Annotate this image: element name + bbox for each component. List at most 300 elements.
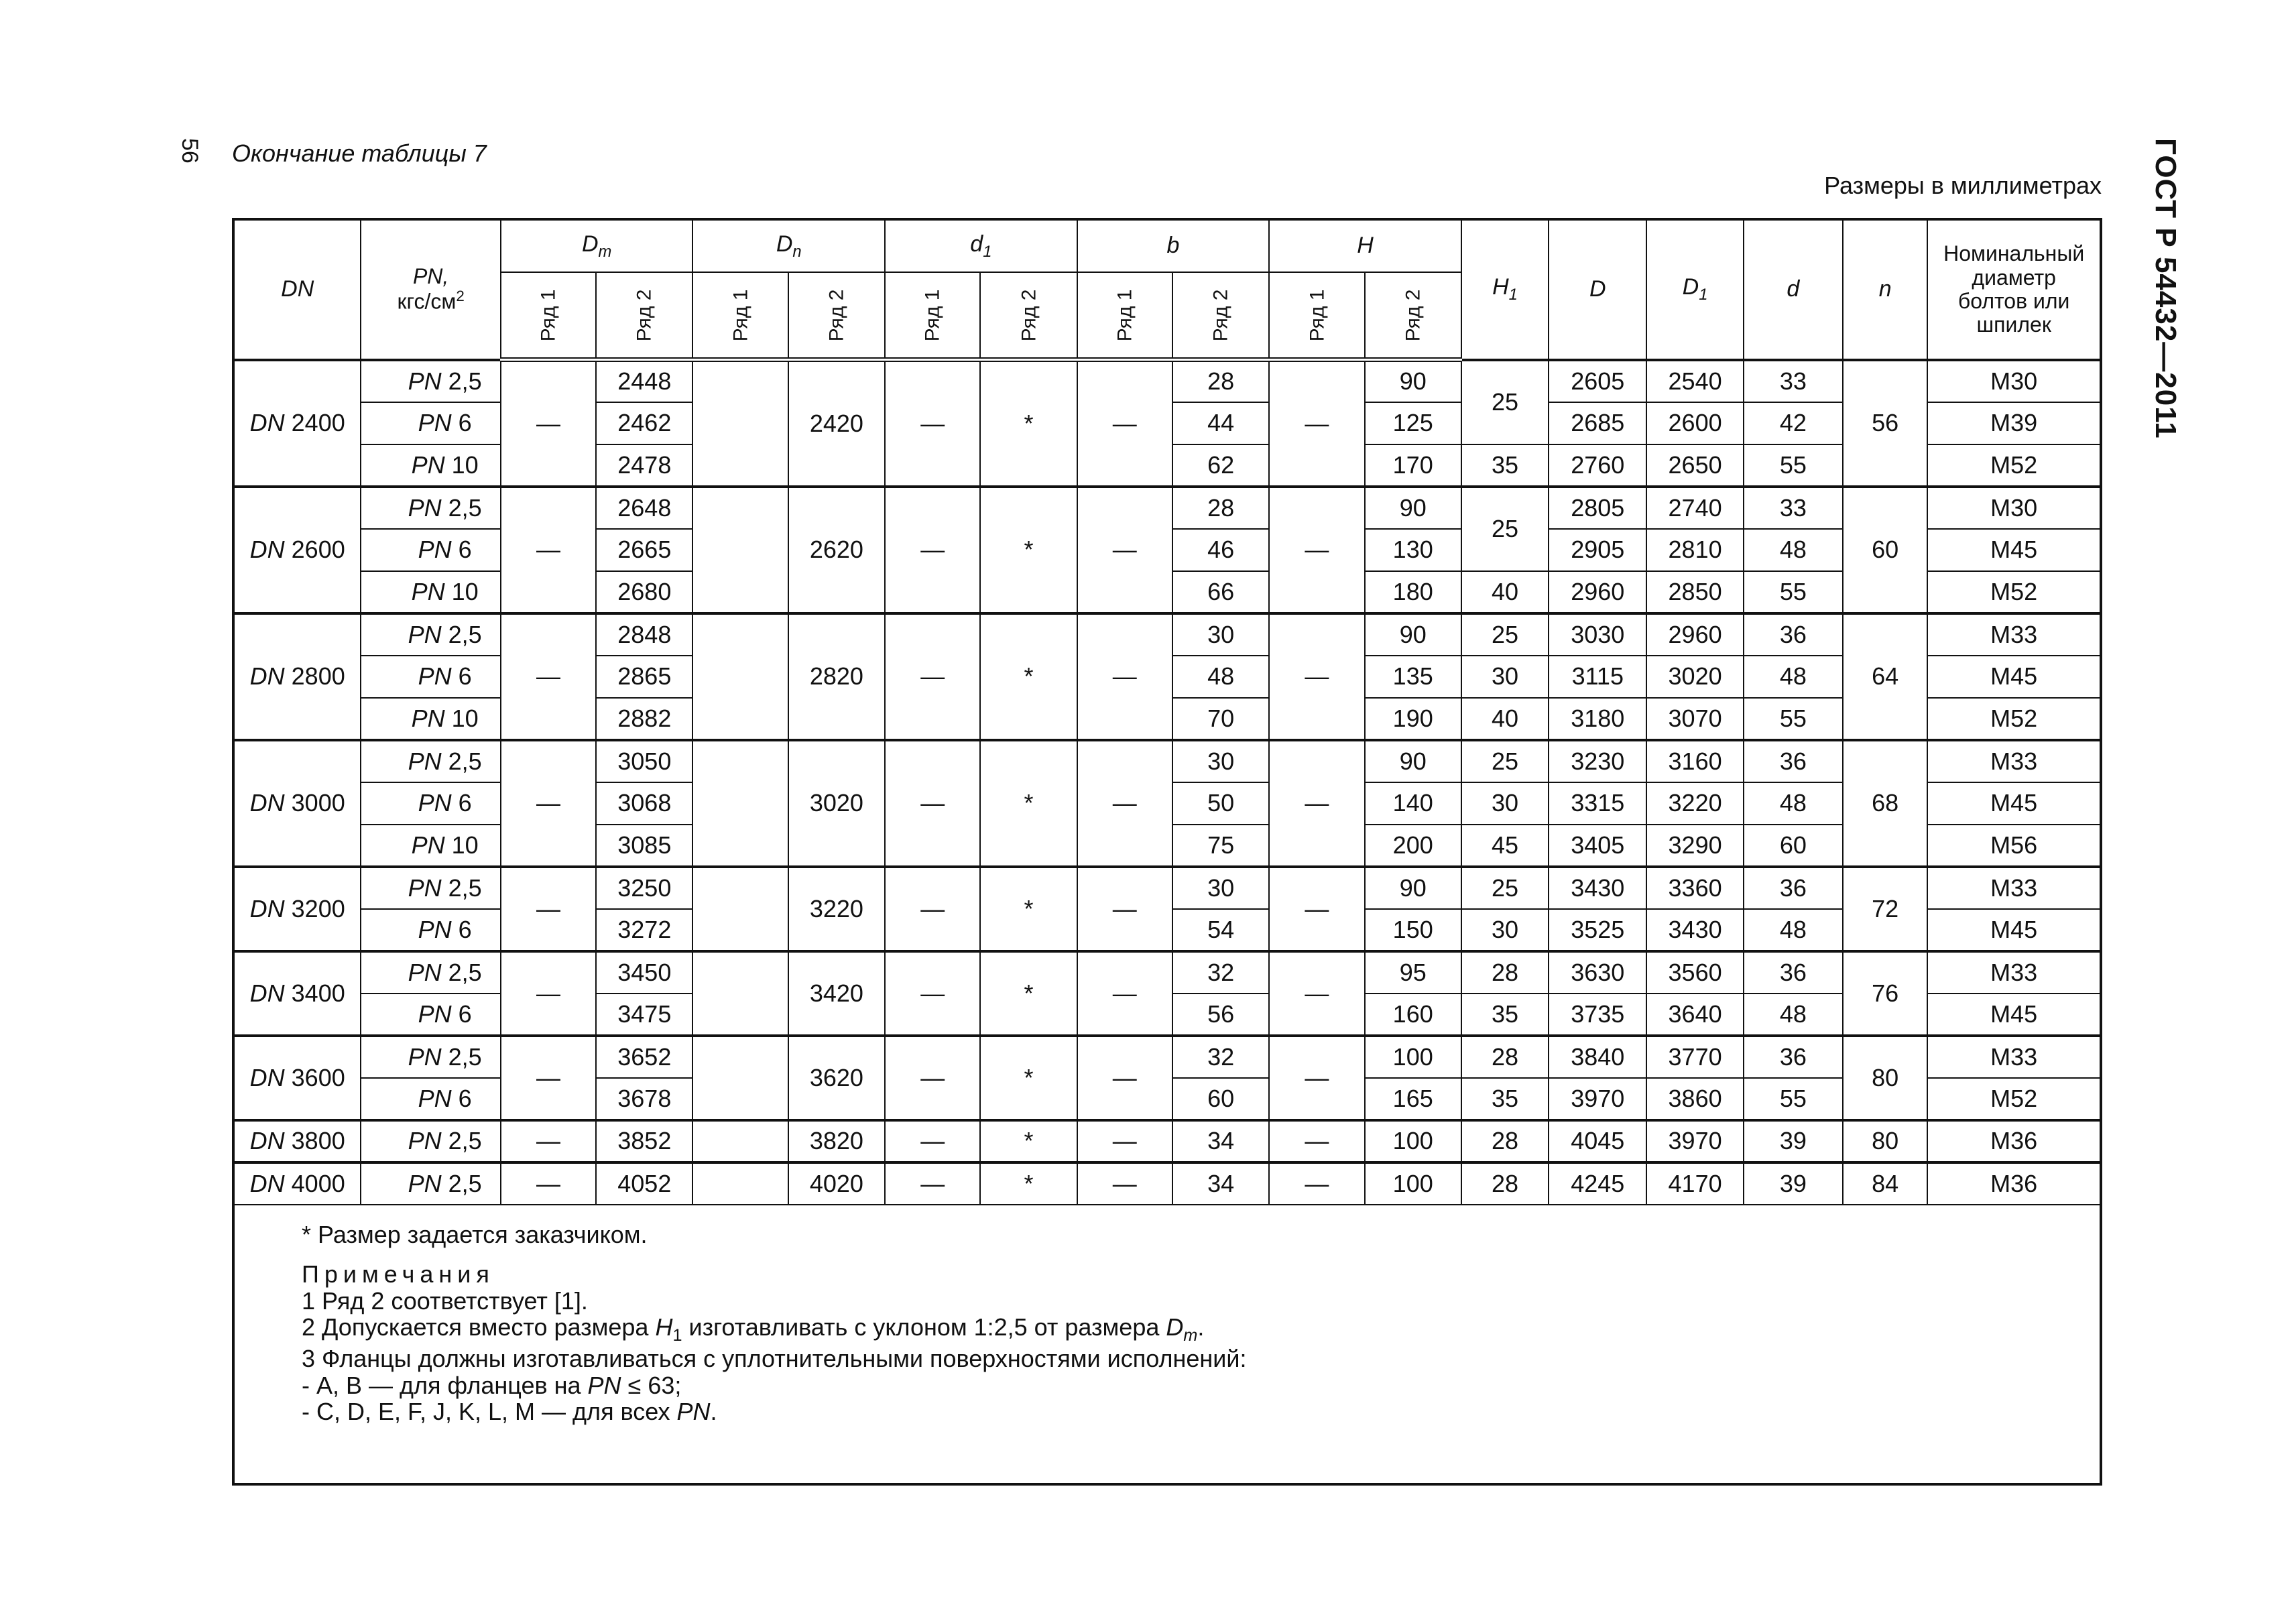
h-row2-cell: 170 — [1365, 444, 1461, 487]
h1-cell: 25 — [1461, 360, 1549, 444]
dm-row2-cell: 4052 — [596, 1162, 692, 1205]
d-big-cell: 2805 — [1549, 487, 1646, 529]
units-note: Размеры в миллиметрах — [1824, 172, 2102, 199]
h1-cell: 25 — [1461, 867, 1549, 909]
note-2: 2 Допускается вместо размера $H_1$ изготавливать с уклоном 1:2,5 от размера $D_m$. — [302, 1313, 1205, 1345]
dm-row2-cell: 2648 — [596, 487, 692, 529]
header-row1: Ряд 1 — [501, 272, 596, 360]
d1-big-cell: 3290 — [1646, 825, 1743, 867]
bolt-diameter-cell: М33 — [1927, 951, 2101, 994]
pn-cell — [361, 1036, 500, 1078]
d1-big-cell: 3970 — [1646, 1120, 1743, 1162]
pn-cell — [361, 1078, 500, 1120]
pn-cell — [361, 994, 500, 1036]
n-cell: 60 — [1843, 487, 1927, 613]
dn-row2-cell: 3620 — [788, 1036, 885, 1120]
header-n: n — [1843, 219, 1927, 360]
pn-prefix: PN — [418, 1084, 452, 1112]
d1-big-cell: 2850 — [1646, 571, 1743, 613]
header-row1: Ряд 1 — [1077, 272, 1172, 360]
pn-value: 6 — [458, 789, 472, 817]
table-row — [233, 360, 2101, 402]
pn-prefix: PN — [411, 831, 445, 859]
d-small-cell: 48 — [1744, 529, 1843, 571]
d-small-cell: 36 — [1744, 951, 1843, 994]
b-row1-cell: — — [1077, 360, 1172, 487]
pn-value: 6 — [458, 1000, 472, 1028]
table-row — [233, 1162, 2101, 1205]
d1-row2-cell: * — [980, 1036, 1077, 1120]
header-row2: Ряд 2 — [1365, 272, 1461, 360]
header-d1: $d_1$ — [885, 219, 1077, 272]
pn-cell — [361, 360, 500, 402]
h1-cell: 25 — [1461, 613, 1549, 656]
b-row2-cell: 30 — [1172, 740, 1269, 782]
dm-row1-cell: — — [501, 1120, 596, 1162]
dm-row2-cell: 2448 — [596, 360, 692, 402]
n-cell: 56 — [1843, 360, 1927, 487]
h1-cell: 28 — [1461, 951, 1549, 994]
h-row2-cell: 95 — [1365, 951, 1461, 994]
pn-prefix: PN — [418, 789, 452, 817]
h1-cell: 25 — [1461, 740, 1549, 782]
table-row — [233, 613, 2101, 656]
d-big-cell: 3180 — [1549, 698, 1646, 740]
h-row2-cell: 100 — [1365, 1036, 1461, 1078]
bolt-diameter-cell: М56 — [1927, 825, 2101, 867]
pn-value: 10 — [451, 450, 479, 479]
b-row2-cell: 28 — [1172, 487, 1269, 529]
n-cell: 68 — [1843, 740, 1927, 867]
header-row1: Ряд 1 — [692, 272, 788, 360]
dn-row2-cell: 3420 — [788, 951, 885, 1036]
dn-row1-cell — [692, 1120, 788, 1162]
bolt-diameter-cell: М36 — [1927, 1120, 2101, 1162]
dn-cell — [233, 613, 361, 740]
b-row2-cell: 54 — [1172, 909, 1269, 951]
d-big-cell: 2760 — [1549, 444, 1646, 487]
dm-row2-cell: 3450 — [596, 951, 692, 994]
dn-row1-cell — [692, 613, 788, 740]
bolt-diameter-cell: М36 — [1927, 1162, 2101, 1205]
d1-row2-cell: * — [980, 740, 1077, 867]
d1-big-cell: 2600 — [1646, 402, 1743, 444]
pn-value: 6 — [458, 662, 472, 690]
pn-prefix: PN — [408, 1169, 442, 1197]
d1-row2-cell: * — [980, 1162, 1077, 1205]
pn-prefix: PN — [408, 1042, 442, 1071]
d1-row2-cell: * — [980, 360, 1077, 487]
b-row1-cell: — — [1077, 1120, 1172, 1162]
bolt-diameter-cell: М52 — [1927, 571, 2101, 613]
dn-cell — [233, 1120, 361, 1162]
h1-cell: 30 — [1461, 656, 1549, 698]
dn-value: 2800 — [291, 662, 345, 690]
pn-value: 2,5 — [448, 1042, 482, 1071]
d1-big-cell: 3160 — [1646, 740, 1743, 782]
b-row2-cell: 30 — [1172, 613, 1269, 656]
header-row2: Ряд 2 — [980, 272, 1077, 360]
d-big-cell: 3315 — [1549, 782, 1646, 825]
notes-heading: Примечания — [302, 1260, 495, 1288]
b-row1-cell: — — [1077, 1162, 1172, 1205]
d-small-cell: 55 — [1744, 571, 1843, 613]
note-3-item-a: - А, В — для фланцев на PN ≤ 63; — [302, 1371, 682, 1399]
pn-prefix: PN — [408, 493, 442, 522]
pn-prefix: PN — [418, 915, 452, 943]
table-caption: Окончание таблицы 7 — [232, 139, 487, 167]
d1-row1-cell: — — [885, 1120, 980, 1162]
h1-cell: 45 — [1461, 825, 1549, 867]
bolt-diameter-cell: М39 — [1927, 402, 2101, 444]
b-row2-cell: 30 — [1172, 867, 1269, 909]
dm-row2-cell: 2865 — [596, 656, 692, 698]
pn-prefix: PN — [411, 704, 445, 732]
pn-prefix: PN — [408, 367, 442, 395]
d1-big-cell: 3360 — [1646, 867, 1743, 909]
dm-row2-cell: 3678 — [596, 1078, 692, 1120]
h1-cell: 40 — [1461, 571, 1549, 613]
header-d-small: d — [1744, 219, 1843, 360]
pn-value: 2,5 — [448, 367, 482, 395]
pn-value: 2,5 — [448, 1127, 482, 1155]
b-row2-cell: 50 — [1172, 782, 1269, 825]
d1-big-cell: 2960 — [1646, 613, 1743, 656]
dn-value: 2600 — [291, 536, 345, 564]
pn-value: 10 — [451, 704, 479, 732]
header-row1: Ряд 1 — [1269, 272, 1364, 360]
dn-cell — [233, 487, 361, 613]
h1-cell: 35 — [1461, 1078, 1549, 1120]
pn-cell — [361, 613, 500, 656]
header-b: b — [1077, 219, 1270, 272]
bolt-diameter-cell: М45 — [1927, 656, 2101, 698]
pn-cell — [361, 1120, 500, 1162]
bolt-diameter-cell: М45 — [1927, 782, 2101, 825]
bolt-diameter-cell: М45 — [1927, 529, 2101, 571]
header-pn: PN, кгс/$см^2$ — [361, 219, 500, 360]
note-3: 3 Фланцы должны изготавливаться с уплотнительными поверхностями исполнений: — [302, 1345, 1247, 1373]
dn-prefix: DN — [249, 894, 285, 922]
pn-cell — [361, 825, 500, 867]
n-cell: 84 — [1843, 1162, 1927, 1205]
table-row — [233, 740, 2101, 782]
d-big-cell: 3630 — [1549, 951, 1646, 994]
bolt-diameter-cell: М52 — [1927, 444, 2101, 487]
d-small-cell: 39 — [1744, 1120, 1843, 1162]
b-row2-cell: 34 — [1172, 1120, 1269, 1162]
n-cell: 80 — [1843, 1120, 1927, 1162]
h-row2-cell: 180 — [1365, 571, 1461, 613]
d-big-cell: 2605 — [1549, 360, 1646, 402]
dm-row2-cell: 3250 — [596, 867, 692, 909]
pn-cell — [361, 402, 500, 444]
d-small-cell: 48 — [1744, 782, 1843, 825]
bolt-diameter-cell: М45 — [1927, 909, 2101, 951]
pn-prefix: PN — [408, 620, 442, 648]
dn-row1-cell — [692, 951, 788, 1036]
pn-cell — [361, 656, 500, 698]
d1-big-cell: 3070 — [1646, 698, 1743, 740]
pn-cell — [361, 909, 500, 951]
header-bolt-diameter: Номинальный диаметр болтов или шпилек — [1927, 219, 2101, 360]
dn-row1-cell — [692, 487, 788, 613]
d1-row1-cell: — — [885, 487, 980, 613]
dm-row1-cell: — — [501, 951, 596, 1036]
h1-cell: 35 — [1461, 444, 1549, 487]
b-row2-cell: 28 — [1172, 360, 1269, 402]
dn-value: 3600 — [291, 1063, 345, 1091]
pn-value: 10 — [451, 831, 479, 859]
b-row2-cell: 48 — [1172, 656, 1269, 698]
dn-prefix: DN — [249, 979, 285, 1007]
dm-row1-cell: — — [501, 740, 596, 867]
h-row2-cell: 130 — [1365, 529, 1461, 571]
pn-prefix: PN — [418, 662, 452, 690]
b-row2-cell: 46 — [1172, 529, 1269, 571]
note-1: 1 Ряд 2 соответствует [1]. — [302, 1286, 588, 1315]
header-row2: Ряд 2 — [596, 272, 692, 360]
d1-row2-cell: * — [980, 951, 1077, 1036]
header-d1-big: $D_1$ — [1646, 219, 1743, 360]
pn-prefix: PN — [408, 958, 442, 986]
dn-cell — [233, 1162, 361, 1205]
pn-prefix: PN — [408, 1127, 442, 1155]
table-row — [233, 1120, 2101, 1162]
pn-cell — [361, 867, 500, 909]
h-row1-cell: — — [1269, 951, 1364, 1036]
d1-row2-cell: * — [980, 487, 1077, 613]
dn-value: 4000 — [291, 1169, 345, 1197]
dn-prefix: DN — [249, 1169, 285, 1197]
b-row1-cell: — — [1077, 867, 1172, 951]
d-big-cell: 3735 — [1549, 994, 1646, 1036]
dm-row2-cell: 3050 — [596, 740, 692, 782]
pn-cell — [361, 1162, 500, 1205]
pn-value: 6 — [458, 536, 472, 564]
h1-cell: 28 — [1461, 1162, 1549, 1205]
bolt-diameter-cell: М30 — [1927, 487, 2101, 529]
pn-prefix: PN — [408, 874, 442, 902]
dm-row1-cell: — — [501, 1162, 596, 1205]
d-big-cell: 2685 — [1549, 402, 1646, 444]
h-row1-cell: — — [1269, 613, 1364, 740]
notes-block — [233, 1205, 2101, 1484]
dn-cell — [233, 360, 361, 487]
h-row2-cell: 135 — [1365, 656, 1461, 698]
h-row1-cell: — — [1269, 740, 1364, 867]
header-row2: Ряд 2 — [788, 272, 885, 360]
b-row2-cell: 66 — [1172, 571, 1269, 613]
footnote: * Размер задается заказчиком. — [302, 1220, 648, 1248]
d1-big-cell: 3220 — [1646, 782, 1743, 825]
b-row2-cell: 34 — [1172, 1162, 1269, 1205]
d-small-cell: 33 — [1744, 360, 1843, 402]
pn-cell — [361, 444, 500, 487]
dn-prefix: DN — [249, 536, 285, 564]
d1-big-cell: 3430 — [1646, 909, 1743, 951]
d1-big-cell: 3770 — [1646, 1036, 1743, 1078]
dm-row1-cell: — — [501, 867, 596, 951]
h1-cell: 30 — [1461, 782, 1549, 825]
d1-row1-cell: — — [885, 613, 980, 740]
dn-prefix: DN — [249, 662, 285, 690]
b-row1-cell: — — [1077, 951, 1172, 1036]
d1-row1-cell: — — [885, 867, 980, 951]
dm-row2-cell: 3852 — [596, 1120, 692, 1162]
d1-row1-cell: — — [885, 951, 980, 1036]
table-body — [233, 360, 2101, 1205]
h1-cell: 28 — [1461, 1036, 1549, 1078]
dn-prefix: DN — [249, 1127, 285, 1155]
bolt-diameter-cell: М52 — [1927, 698, 2101, 740]
pn-value: 10 — [451, 577, 479, 605]
h-row2-cell: 160 — [1365, 994, 1461, 1036]
b-row2-cell: 70 — [1172, 698, 1269, 740]
pn-value: 6 — [458, 1084, 472, 1112]
d-small-cell: 55 — [1744, 1078, 1843, 1120]
dn-prefix: DN — [249, 409, 285, 437]
d-small-cell: 33 — [1744, 487, 1843, 529]
b-row1-cell: — — [1077, 1036, 1172, 1120]
dm-row2-cell: 2882 — [596, 698, 692, 740]
bolt-diameter-cell: М45 — [1927, 994, 2101, 1036]
dm-row1-cell: — — [501, 487, 596, 613]
pn-value: 2,5 — [448, 1169, 482, 1197]
dn-prefix: DN — [249, 1063, 285, 1091]
h-row2-cell: 90 — [1365, 613, 1461, 656]
d-big-cell: 3115 — [1549, 656, 1646, 698]
d1-big-cell: 2540 — [1646, 360, 1743, 402]
pn-value: 2,5 — [448, 493, 482, 522]
header-dn: DN — [233, 219, 361, 360]
d-big-cell: 2960 — [1549, 571, 1646, 613]
b-row2-cell: 75 — [1172, 825, 1269, 867]
standard-code: ГОСТ Р 54432—2011 — [2149, 138, 2182, 439]
dn-cell — [233, 740, 361, 867]
d-big-cell: 3030 — [1549, 613, 1646, 656]
pn-cell — [361, 571, 500, 613]
d-big-cell: 3230 — [1549, 740, 1646, 782]
dm-row2-cell: 2665 — [596, 529, 692, 571]
d1-big-cell: 3020 — [1646, 656, 1743, 698]
bolt-diameter-cell: М33 — [1927, 740, 2101, 782]
dn-row2-cell: 2620 — [788, 487, 885, 613]
pn-prefix: PN — [411, 577, 445, 605]
h1-cell: 28 — [1461, 1120, 1549, 1162]
dm-row2-cell: 3085 — [596, 825, 692, 867]
d-big-cell: 3970 — [1549, 1078, 1646, 1120]
h1-cell: 30 — [1461, 909, 1549, 951]
header-h1: $H_1$ — [1461, 219, 1549, 360]
dm-row1-cell: — — [501, 1036, 596, 1120]
b-row2-cell: 60 — [1172, 1078, 1269, 1120]
table-row — [233, 487, 2101, 529]
d-big-cell: 3840 — [1549, 1036, 1646, 1078]
pn-value: 2,5 — [448, 958, 482, 986]
bolt-diameter-cell: М52 — [1927, 1078, 2101, 1120]
d-small-cell: 48 — [1744, 909, 1843, 951]
d-small-cell: 55 — [1744, 698, 1843, 740]
pn-cell — [361, 782, 500, 825]
d-small-cell: 36 — [1744, 613, 1843, 656]
bolt-diameter-cell: М33 — [1927, 1036, 2101, 1078]
h-row1-cell: — — [1269, 487, 1364, 613]
dn-row2-cell: 2820 — [788, 613, 885, 740]
n-cell: 76 — [1843, 951, 1927, 1036]
dn-value: 2400 — [291, 409, 345, 437]
d1-big-cell: 4170 — [1646, 1162, 1743, 1205]
h1-cell: 25 — [1461, 487, 1549, 571]
h-row2-cell: 90 — [1365, 867, 1461, 909]
d-big-cell: 3430 — [1549, 867, 1646, 909]
pn-prefix: PN — [418, 1000, 452, 1028]
h-row1-cell: — — [1269, 1162, 1364, 1205]
h-row2-cell: 90 — [1365, 360, 1461, 402]
d1-big-cell: 2810 — [1646, 529, 1743, 571]
d-big-cell: 3405 — [1549, 825, 1646, 867]
h-row2-cell: 125 — [1365, 402, 1461, 444]
d-small-cell: 55 — [1744, 444, 1843, 487]
h-row2-cell: 190 — [1365, 698, 1461, 740]
d1-row2-cell: * — [980, 1120, 1077, 1162]
h-row2-cell: 200 — [1365, 825, 1461, 867]
dm-row2-cell: 2680 — [596, 571, 692, 613]
table-row — [233, 951, 2101, 994]
pn-cell — [361, 951, 500, 994]
note-3-item-b: - C, D, E, F, J, K, L, M — для всех PN. — [302, 1398, 717, 1426]
d1-row1-cell: — — [885, 740, 980, 867]
b-row2-cell: 44 — [1172, 402, 1269, 444]
dn-row2-cell: 3020 — [788, 740, 885, 867]
d1-row1-cell: — — [885, 1162, 980, 1205]
d-small-cell: 36 — [1744, 1036, 1843, 1078]
d-small-cell: 39 — [1744, 1162, 1843, 1205]
pn-prefix: PN — [418, 409, 452, 437]
h-row2-cell: 140 — [1365, 782, 1461, 825]
dn-row1-cell — [692, 1162, 788, 1205]
dn-value: 3400 — [291, 979, 345, 1007]
dn-row2-cell: 4020 — [788, 1162, 885, 1205]
dm-row2-cell: 3272 — [596, 909, 692, 951]
d1-big-cell: 2650 — [1646, 444, 1743, 487]
d-big-cell: 2905 — [1549, 529, 1646, 571]
h-row1-cell: — — [1269, 867, 1364, 951]
bolt-diameter-cell: М33 — [1927, 613, 2101, 656]
flange-dimensions-table — [232, 218, 2102, 1486]
pn-cell — [361, 740, 500, 782]
dn-row2-cell: 3220 — [788, 867, 885, 951]
b-row1-cell: — — [1077, 613, 1172, 740]
h-row2-cell: 165 — [1365, 1078, 1461, 1120]
d-big-cell: 4045 — [1549, 1120, 1646, 1162]
d-small-cell: 60 — [1744, 825, 1843, 867]
pn-value: 2,5 — [448, 620, 482, 648]
dn-row2-cell: 3820 — [788, 1120, 885, 1162]
dm-row2-cell: 2848 — [596, 613, 692, 656]
dn-prefix: DN — [249, 789, 285, 817]
dn-value: 3000 — [291, 789, 345, 817]
d-small-cell: 48 — [1744, 656, 1843, 698]
dn-row1-cell — [692, 740, 788, 867]
n-cell: 80 — [1843, 1036, 1927, 1120]
header-row1: Ряд 1 — [885, 272, 980, 360]
dm-row2-cell: 3475 — [596, 994, 692, 1036]
b-row2-cell: 32 — [1172, 1036, 1269, 1078]
dm-row2-cell: 3068 — [596, 782, 692, 825]
n-cell: 72 — [1843, 867, 1927, 951]
b-row1-cell: — — [1077, 740, 1172, 867]
